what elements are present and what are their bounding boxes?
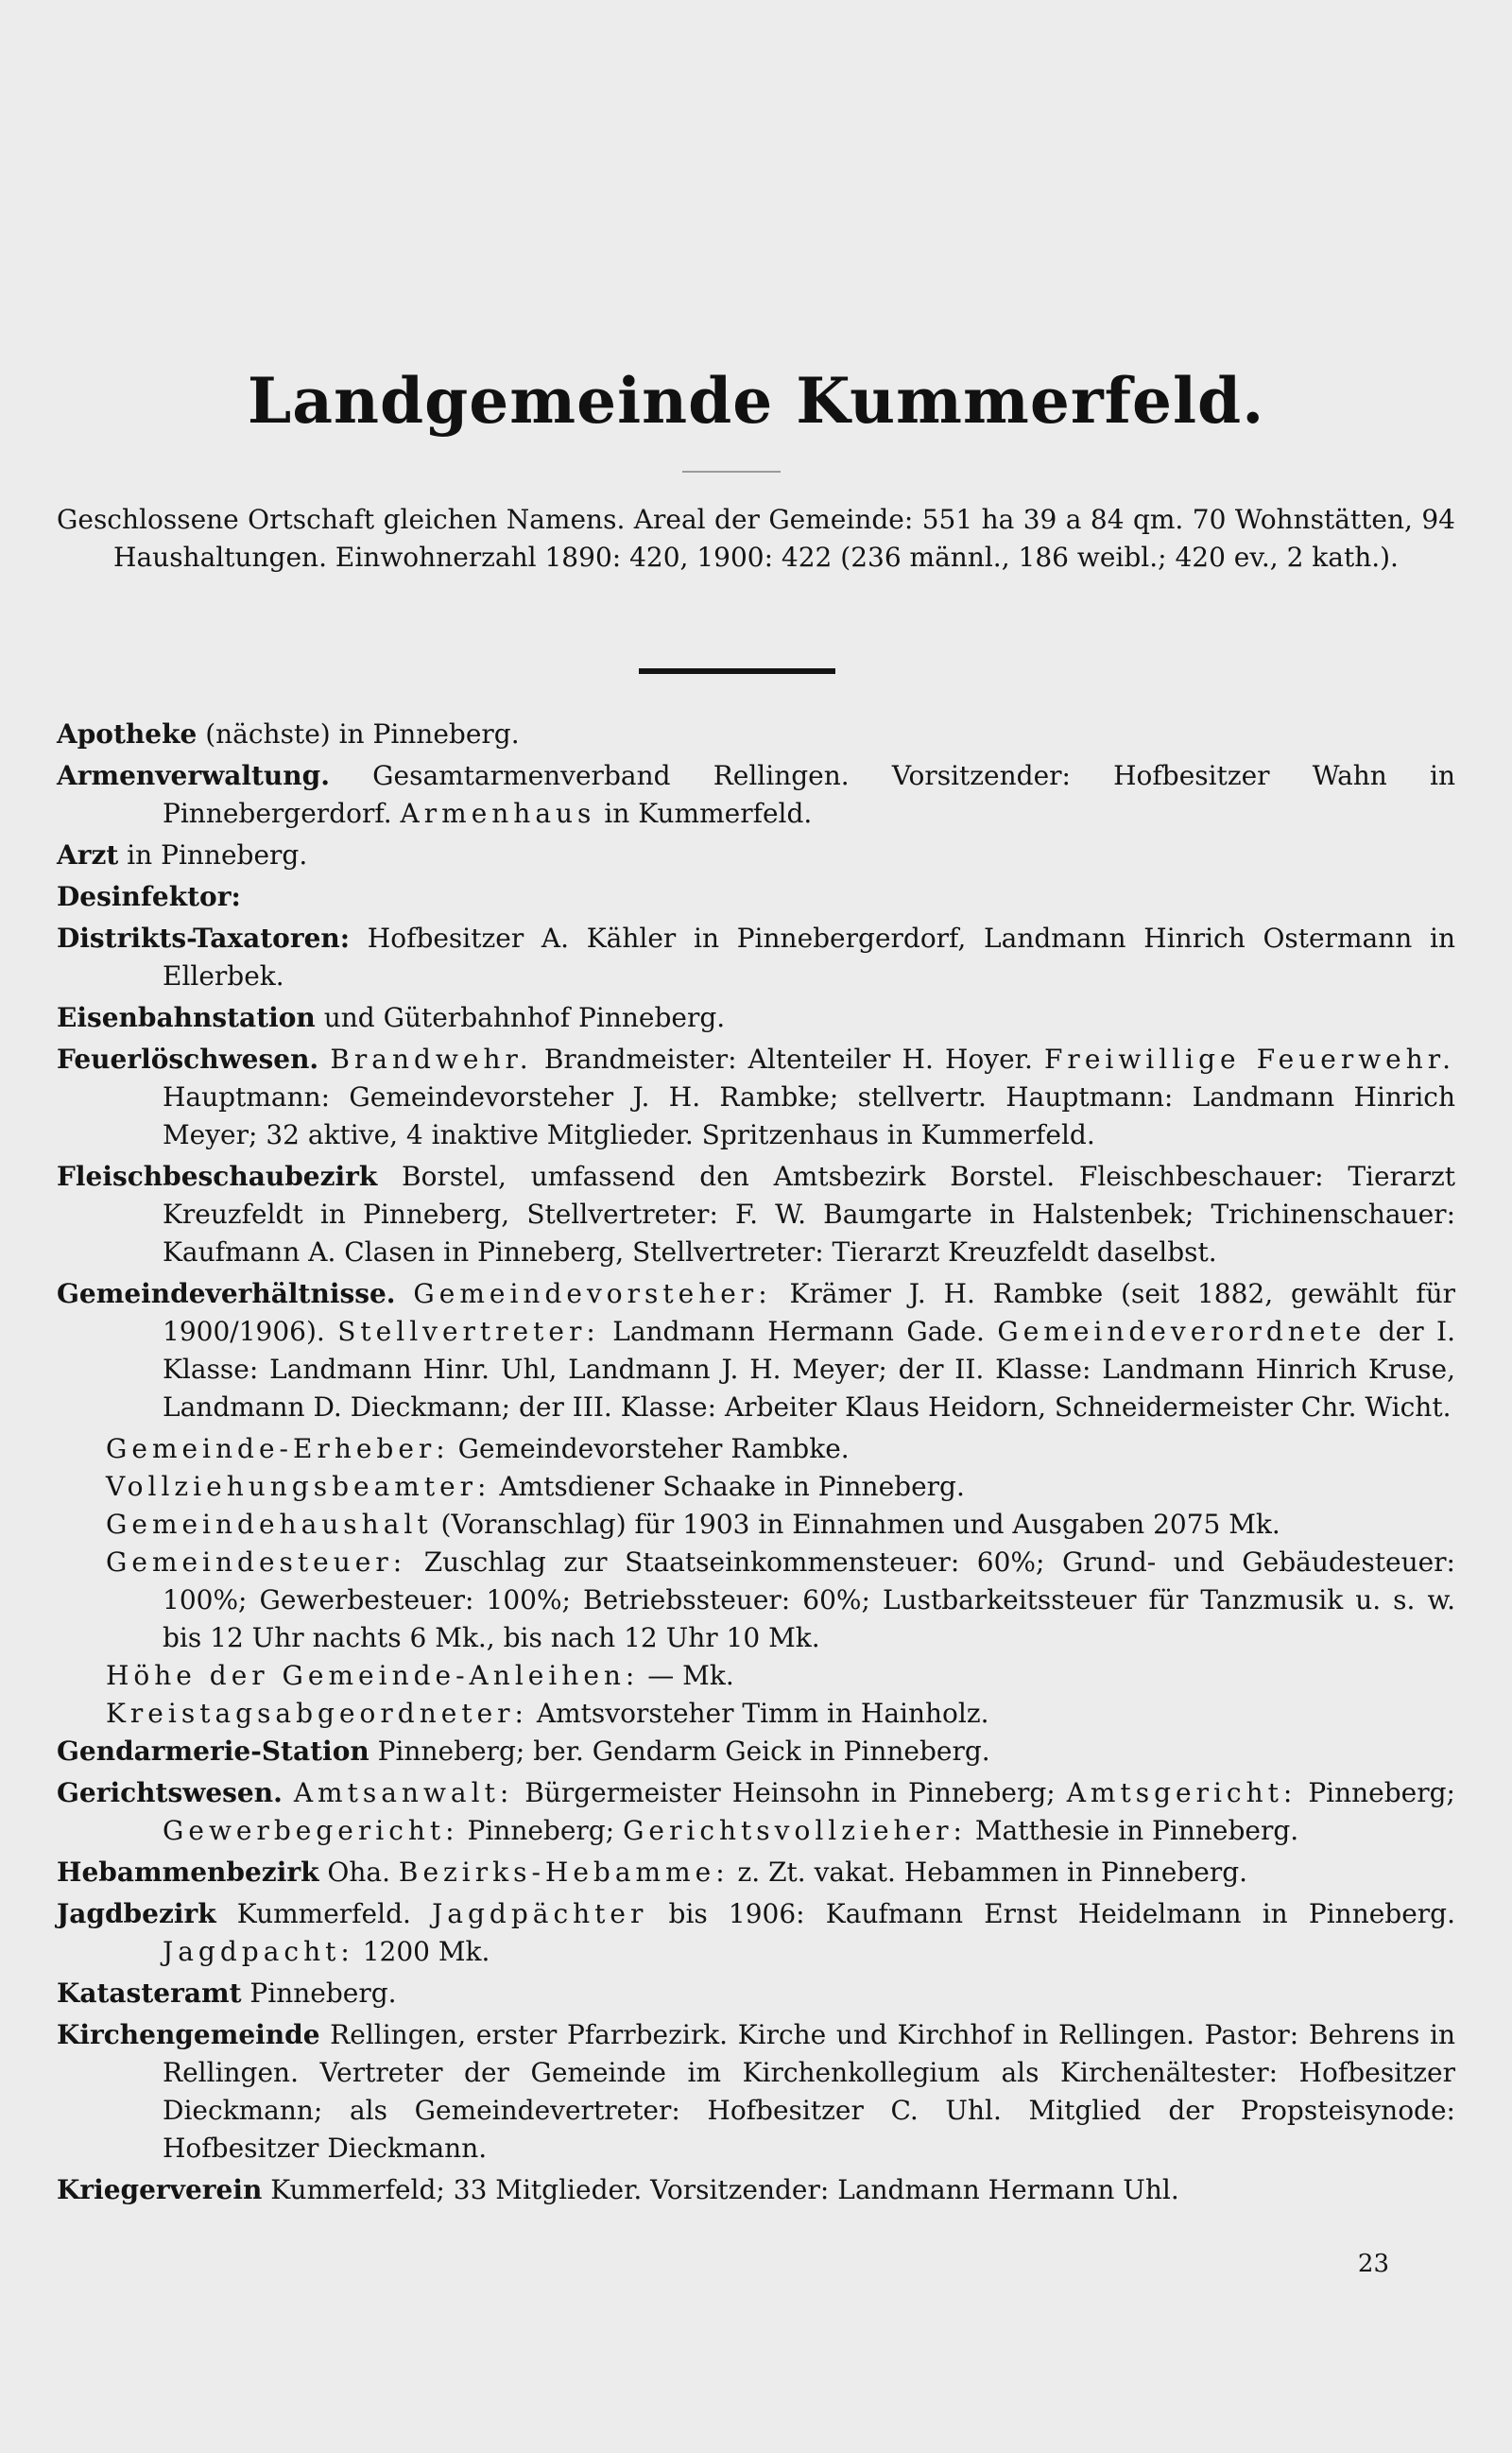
entries-list [57,716,1455,2213]
entry-heading: Katasteramt [57,1978,242,2009]
entry-spaced-term: Amtsanwalt: [293,1777,514,1808]
entry-text: Pinneberg; [1297,1777,1455,1808]
entry-spaced-term: Vollziehungsbeamter: [106,1471,491,1502]
entry-text [318,1044,330,1075]
entry-text: Amtsdiener Schaake in Pinneberg. [490,1471,965,1502]
entry-gemeindeverhaeltnisse [57,1275,1455,1426]
entry-katasteramt [57,1975,1455,2012]
entry-hebammenbezirk [57,1854,1455,1892]
entry-spaced-term: Jagdpacht: [163,1936,354,1967]
entry-spaced-term: Gerichtsvollzieher: [623,1815,967,1846]
entry-text: Pinneberg; [458,1815,624,1846]
entry-text: Kummerfeld. [215,1898,433,1929]
entry-gerichtswesen [57,1774,1455,1850]
entry-text: — Mk. [639,1660,734,1691]
subentry-gemeindesteuer [57,1544,1455,1657]
entry-spaced-term: Amtsgericht: [1066,1777,1297,1808]
entry-heading: Gendarmerie-Station [57,1736,369,1767]
entry-heading: Gerichtswesen. [57,1777,283,1808]
subentry-kreistagsabgeordneter [57,1695,1455,1733]
entry-spaced-term: Stellvertreter: [337,1316,600,1347]
entry-heading: Kriegerverein [57,2174,263,2205]
entry-heading: Distrikts-Taxatoren: [57,923,351,954]
entry-text: und Güterbahnhof Pinneberg. [315,1002,726,1033]
entry-heading: Hebammenbezirk [57,1857,319,1888]
entry-text: Zuschlag zur Staatseinkommensteuer: 60%; Grund- und Gebäudesteuer: 100%; Gewerbesteuer: 100%; Betriebssteuer: 60%; Lustbarkeitssteuer für Tanzmusik u. s. w. bis 12 Uhr nachts 6 Mk., bis nach 12 Uhr 10 Mk. [163,1546,1455,1653]
entry-kirchengemeinde [57,2016,1455,2168]
entry-text: (nächste) in Pinneberg. [197,718,520,750]
subentry-vollziehungsbeamter [57,1468,1455,1506]
entry-apotheke [57,716,1455,753]
entry-text: Hofbesitzer A. Kähler in Pinnebergerdorf, Landmann Hinrich Ostermann in Ellerbek. [163,923,1455,992]
entry-spaced-term: Bezirks-Hebamme: [398,1857,730,1888]
entry-spaced-term: Freiwillige Feuerwehr. [1044,1044,1455,1075]
entry-text: Bürgermeister Heinsohn in Pinneberg; [513,1777,1067,1808]
entry-text: Hauptmann: Gemeindevorsteher J. H. Rambke; stellvertr. Hauptmann: Landmann Hinrich Meyer; 32 aktive, 4 inaktive Mitglieder. Spritzenhaus in Kummerfeld. [163,1081,1455,1150]
entry-kriegerverein [57,2171,1455,2209]
entry-text: Amtsvorsteher Timm in Hainholz. [527,1698,989,1729]
page-number: 23 [1357,2250,1389,2278]
subentry-gemeindehaushalt [57,1506,1455,1544]
entry-arzt [57,837,1455,874]
entry-heading: Apotheke [57,718,198,750]
entry-text: bis 1906: Kaufmann Ernst Heidelmann in Pinneberg. [647,1898,1456,1929]
entry-text: Kummerfeld; 33 Mitglieder. Vorsitzender: Landmann Hermann Uhl. [262,2174,1179,2205]
entry-text: z. Zt. vakat. Hebammen in Pinneberg. [729,1857,1248,1888]
entry-heading: Fleischbeschaubezirk [57,1161,378,1192]
entry-text: 1200 Mk. [353,1936,490,1967]
entry-heading: Kirchengemeinde [57,2019,320,2050]
section-divider [639,668,835,674]
title-divider [682,471,781,473]
entry-text: Matthesie in Pinneberg. [966,1815,1299,1846]
page-title: Landgemeinde Kummerfeld. [247,364,1265,438]
entry-text: Oha. [318,1857,399,1888]
entry-text [396,1278,414,1309]
entry-text: Pinneberg. [241,1978,397,2009]
entry-spaced-term: Gewerbegericht: [163,1815,459,1846]
entry-heading: Gemeindeverhältnisse. [57,1278,396,1309]
entry-spaced-term: Gemeindesteuer: [106,1546,407,1578]
entry-text: der I. Klasse: Landmann Hinr. Uhl, Landmann J. H. Meyer; der II. Klasse: Landmann Hinrich Kruse, Landmann D. Dieckmann; der III. Klasse: Arbeiter Klaus Heidorn, Schneidermeister Chr. Wicht. [163,1316,1455,1423]
entry-spaced-term: Kreistagsabgeordneter: [106,1698,528,1729]
entry-spaced-term: Jagdpächter [432,1898,648,1929]
entry-heading: Armenverwaltung. [57,760,330,791]
entry-spaced-term: Gemeindevorsteher: [413,1278,772,1309]
entry-text: Gesamtarmenverband Rellingen. Vorsitzender: Hofbesitzer Wahn in Pinnebergerdorf. [163,760,1455,829]
entry-text: Brandmeister: Altenteiler H. Hoyer. [532,1044,1044,1075]
entry-heading: Feuerlöschwesen. [57,1044,319,1075]
subentry-gemeinde-erheber [57,1430,1455,1468]
entry-text: Rellingen, erster Pfarrbezirk. Kirche und Kirchhof in Rellingen. Pastor: Behrens in Rellingen. Vertreter der Gemeinde im Kirchenkollegium als Kirchenältester: Hofbesitzer Dieckmann; als Gemeindevertreter: Hofbesitzer C. Uhl. Mitglied der Propsteisynode: Hofbesitzer Dieckmann. [163,2019,1455,2164]
entry-spaced-term: Höhe der Gemeinde-Anleihen: [106,1660,640,1691]
entry-heading: Jagdbezirk [57,1898,216,1929]
entry-eisenbahnstation [57,999,1455,1037]
entry-text: (Voranschlag) für 1903 in Einnahmen und Ausgaben 2075 Mk. [432,1509,1280,1540]
entry-spaced-term: Gemeinde-Erheber: [106,1433,450,1464]
intro-paragraph: Geschlossene Ortschaft gleichen Namens. Areal der Gemeinde: 551 ha 39 a 84 qm. 70 Wohnstätten, 94 Haushaltungen. Einwohnerzahl 1890: 420, 1900: 422 (236 männl., 186 weibl.; 420 ev., 2 kath.). [57,504,1455,573]
entry-armenverwaltung [57,757,1455,833]
entry-text: Borstel, umfassend den Amtsbezirk Borstel. Fleischbeschauer: Tierarzt Kreuzfeldt in Pinneberg, Stellvertreter: F. W. Baumgarte in Halstenbek; Trichinenschauer: Kaufmann A. Clasen in Pinneberg, Stellvertreter: Tierarzt Kreuzfeldt daselbst. [163,1161,1455,1268]
entry-spaced-term: Brandwehr. [330,1044,533,1075]
entry-heading: Eisenbahnstation [57,1002,316,1033]
entry-spaced-term: Armenhaus [400,798,596,829]
entry-text: in Kummerfeld. [595,798,813,829]
entry-distrikts-taxatoren [57,920,1455,995]
entry-text: Krämer J. H. Rambke (seit 1882, gewählt für 1900/1906). [163,1278,1456,1347]
entry-jagdbezirk [57,1895,1455,1971]
entry-text: in Pinneberg. [118,839,308,871]
entry-spaced-term: Gemeindehaushalt [106,1509,433,1540]
entry-fleischbeschaubezirk [57,1158,1455,1271]
entry-desinfektor [57,878,1455,916]
subentry-gemeinde-anleihen [57,1657,1455,1695]
entry-text [283,1777,294,1808]
entry-text: Landmann Hermann Gade. [599,1316,998,1347]
entry-text: Gemeindevorsteher Rambke. [449,1433,850,1464]
entry-gendarmerie-station [57,1733,1455,1771]
entry-spaced-term: Gemeindeverordnete [997,1316,1366,1347]
entry-heading: Arzt [57,839,119,871]
entry-heading: Desinfektor: [57,881,241,912]
entry-feuerloeschwesen [57,1041,1455,1154]
entry-text: Pinneberg; ber. Gendarm Geick in Pinneberg. [369,1736,990,1767]
